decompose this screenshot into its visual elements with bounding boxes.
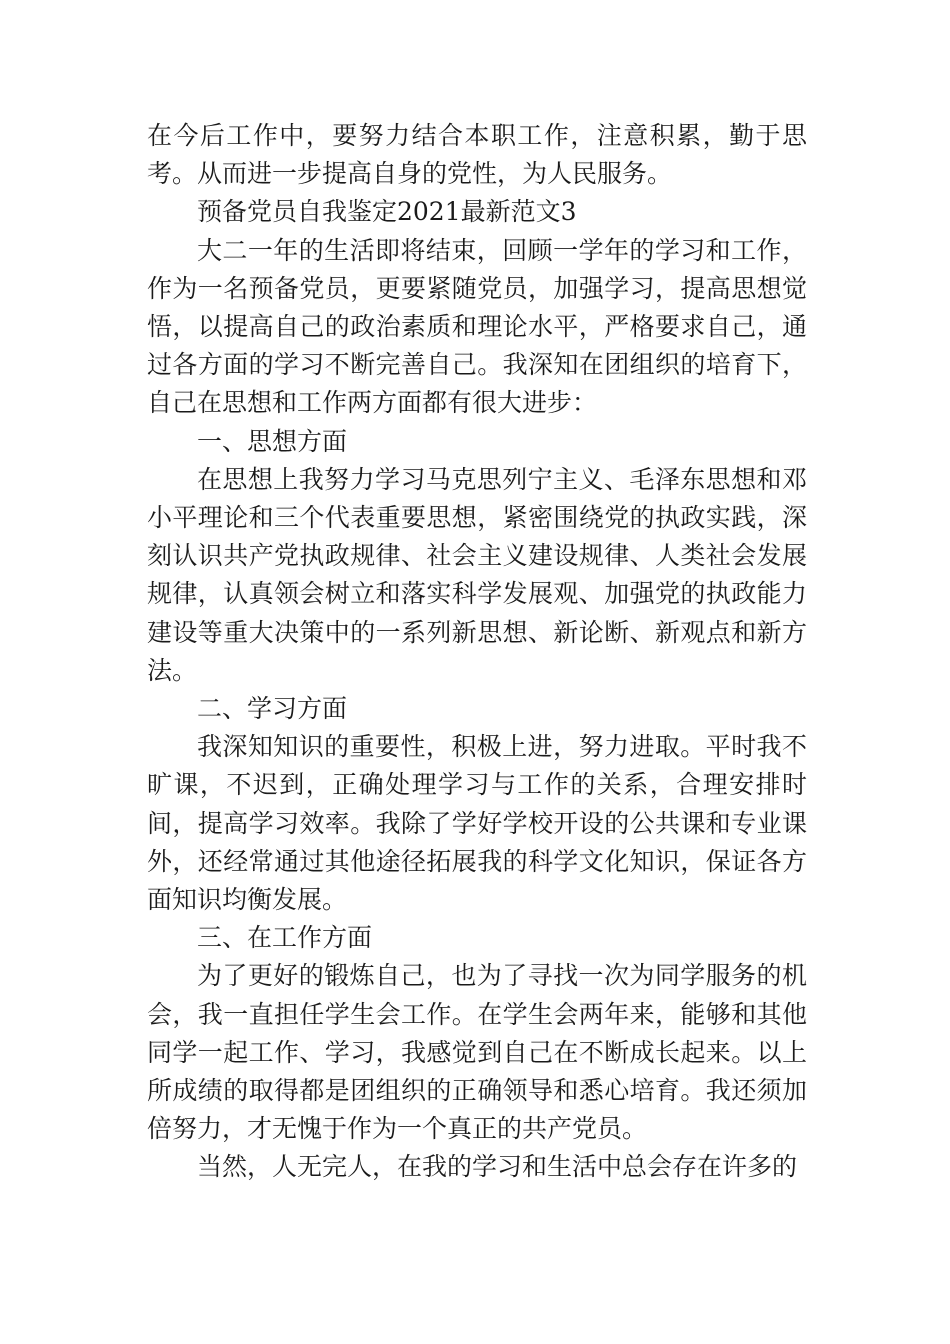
heading-thought: 一、思想方面 (197, 426, 348, 456)
document-page (147, 117, 807, 1187)
paragraph-work: 为了更好的锻炼自己，也为了寻找一次为同学服务的机会，我一直担任学生会工作。在学生会两年来，能够和其他同学一起工作、学习，我感觉到自己在不断成长起来。以上所成绩的取得都是团组织的正确领导和悉心培育。我还须加倍努力，才无愧于作为一个真正的共产党员。 (147, 961, 807, 1144)
paragraph-thought: 在思想上我努力学习马克思列宁主义、毛泽东思想和邓小平理论和三个代表重要思想，紧密围绕党的执政实践，深刻认识共产党执政规律、社会主义建设规律、人类社会发展规律，认真领会树立和落实科学发展观、加强党的执政能力建设等重大决策中的一系列新思想、新论断、新观点和新方法。 (147, 464, 807, 685)
paragraph-study: 我深知知识的重要性，积极上进，努力进取。平时我不旷课，不迟到，正确处理学习与工作的关系，合理安排时间，提高学习效率。我除了学好学校开设的公共课和专业课外，还经常通过其他途径拓展我的科学文化知识，保证各方面知识均衡发展。 (147, 732, 807, 915)
heading-study: 二、学习方面 (197, 694, 348, 724)
paragraph-conclusion-start: 当然，人无完人，在我的学习和生活中总会存在许多的 (197, 1152, 798, 1182)
heading-work: 三、在工作方面 (197, 923, 373, 953)
paragraph-intro: 大二一年的生活即将结束，回顾一学年的学习和工作，作为一名预备党员，更要紧随党员，加强学习，提高思想觉悟，以提高自己的政治素质和理论水平，严格要求自己，通过各方面的学习不断完善自己。我深知在团组织的培育下，自己在思想和工作两方面都有很大进步： (147, 235, 807, 418)
paragraph-closing-previous: 在今后工作中，要努力结合本职工作，注意积累，勤于思考。从而进一步提高自身的党性，为人民服务。 (147, 121, 807, 189)
section-title: 预备党员自我鉴定2021最新范文3 (197, 197, 577, 227)
